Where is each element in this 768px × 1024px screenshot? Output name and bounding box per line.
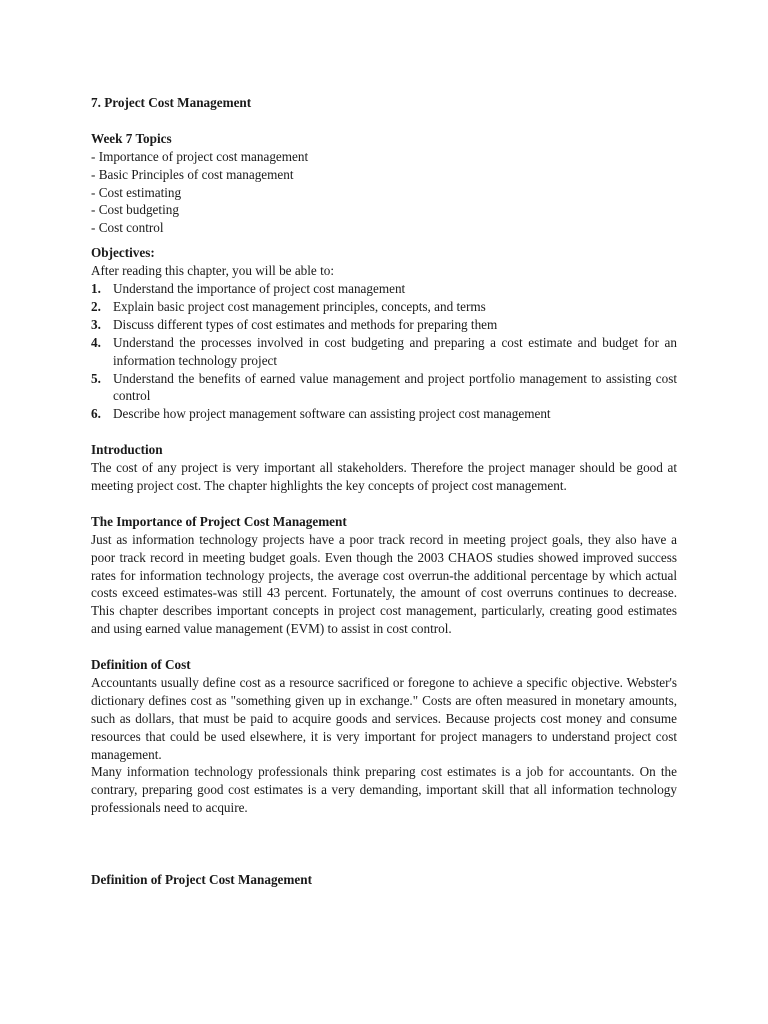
topics-heading: Week 7 Topics: [91, 130, 172, 146]
definition-cost-heading: Definition of Cost: [91, 657, 191, 673]
definition-cost-paragraph-2: Many information technology professionals think preparing cost estimates is a job for accountants. On the contrary, preparing good cost estimates is a very demanding, important skill that all information technology professionals need to acquire.: [91, 764, 677, 816]
definition-pcm-heading: Definition of Project Cost Management: [91, 871, 312, 887]
objective-number: 5.: [91, 370, 101, 386]
definition-cost-paragraph-1: Accountants usually define cost as a resource sacrificed or foregone to achieve a specific objective. Webster's dictionary defines cost as "something given up in exchange." Costs are often measured in monetary amounts, such as dollars, that must be paid to acquire goods and services. Because projects cost money and consume resources that could be used elsewhere, it is very important for project managers to understand project cost management.: [91, 674, 677, 762]
objective-item: [91, 334, 677, 370]
objectives-intro: After reading this chapter, you will be able to:: [91, 263, 334, 279]
document-body: [91, 94, 677, 889]
objective-number: 3.: [91, 316, 101, 332]
objective-text: Discuss different types of cost estimates and methods for preparing them: [113, 316, 498, 332]
objective-number: 1.: [91, 281, 101, 297]
objective-number: 2.: [91, 298, 101, 314]
objective-item: [91, 280, 677, 298]
objective-item: [91, 298, 677, 316]
chapter-title: 7. Project Cost Management: [91, 95, 252, 110]
objective-item: [91, 316, 677, 334]
objectives-list: [91, 280, 677, 423]
objective-item: [91, 370, 677, 406]
introduction-body: The cost of any project is very important all stakeholders. Therefore the project manager should be good at meeting project cost. The chapter highlights the key concepts of project cost management.: [91, 460, 677, 493]
objectives-heading: Objectives:: [91, 245, 155, 261]
objective-item: [91, 405, 677, 423]
topic-item: - Cost budgeting: [91, 202, 179, 218]
topic-item: - Importance of project cost management: [91, 148, 309, 164]
introduction-heading: Introduction: [91, 442, 163, 458]
objective-text: Describe how project management software can assisting project cost management: [113, 406, 551, 422]
topic-item: - Cost control: [91, 220, 164, 236]
objective-text: Understand the processes involved in cost budgeting and preparing a cost estimate and budget for an information technology project: [113, 334, 677, 368]
objective-text: Understand the benefits of earned value management and project portfolio management to assisting cost control: [113, 370, 677, 404]
importance-heading: The Importance of Project Cost Management: [91, 513, 347, 529]
topic-item: - Cost estimating: [91, 184, 182, 200]
objective-number: 6.: [91, 406, 101, 422]
objective-text: Explain basic project cost management principles, concepts, and terms: [113, 298, 486, 314]
objective-number: 4.: [91, 334, 101, 350]
objective-text: Understand the importance of project cost management: [113, 281, 406, 297]
importance-body: Just as information technology projects have a poor track record in meeting project goals, they also have a poor track record in meeting budget goals. Even though the 2003 CHAOS studies showed improved success rates for information technology projects, the average cost overrun-the additional percentage by which actual costs exceed estimates-was still 43 percent. Fortunately, the amount of cost overruns continues to decrease. This chapter describes important concepts in project cost management, particularly, creating good estimates and using earned value management (EVM) to assist in cost control.: [91, 531, 677, 637]
topic-item: - Basic Principles of cost management: [91, 166, 294, 182]
